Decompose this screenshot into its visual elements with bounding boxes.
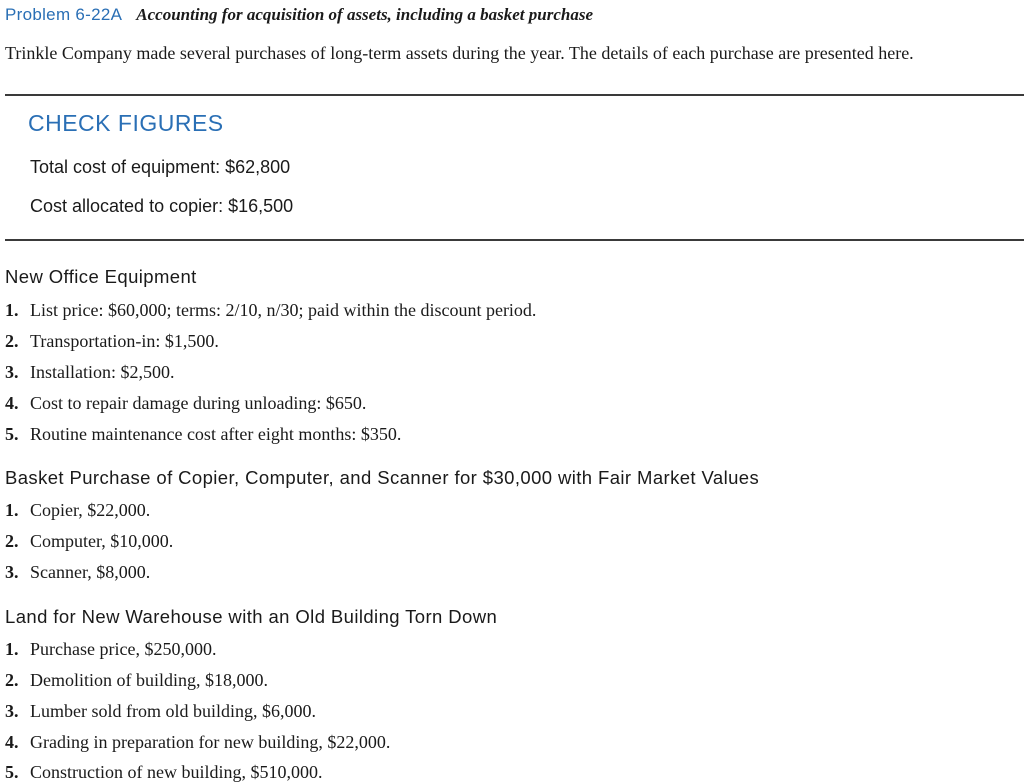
section-heading-basket-purchase: Basket Purchase of Copier, Computer, and Scanner for $30,000 with Fair Market Values: [5, 467, 760, 488]
item-number: 3.: [5, 562, 19, 582]
item-text: Lumber sold from old building, $6,000.: [30, 701, 316, 721]
item-text: List price: $60,000; terms: 2/10, n/30; paid within the discount period.: [30, 300, 537, 320]
list-item: [5, 362, 174, 383]
list-item: [5, 701, 316, 722]
divider-top: [5, 94, 1024, 96]
item-number: 2.: [5, 331, 19, 351]
check-figures-heading: CHECK FIGURES: [28, 110, 224, 136]
problem-title: Accounting for acquisition of assets, including a basket purchase: [136, 5, 593, 24]
item-number: 5.: [5, 762, 19, 782]
list-item: [5, 639, 216, 660]
item-text: Routine maintenance cost after eight months: $350.: [30, 424, 402, 444]
divider-bottom: [5, 239, 1024, 241]
item-text: Cost to repair damage during unloading: $650.: [30, 393, 367, 413]
item-text: Transportation-in: $1,500.: [30, 331, 219, 351]
problem-header: [5, 5, 593, 25]
item-number: 2.: [5, 531, 19, 551]
list-item: [5, 732, 390, 753]
item-number: 4.: [5, 393, 19, 413]
problem-number: Problem 6-22A: [5, 5, 123, 24]
item-text: Installation: $2,500.: [30, 362, 175, 382]
list-item: [5, 531, 173, 552]
item-number: 1.: [5, 639, 19, 659]
item-text: Purchase price, $250,000.: [30, 639, 217, 659]
item-number: 1.: [5, 300, 19, 320]
list-item: [5, 331, 219, 352]
item-text: Computer, $10,000.: [30, 531, 174, 551]
list-item: [5, 424, 401, 445]
item-text: Copier, $22,000.: [30, 500, 151, 520]
intro-paragraph: Trinkle Company made several purchases of long-term assets during the year. The details of each purchase are presented here.: [5, 43, 914, 63]
check-figure-line: Total cost of equipment: $62,800: [30, 157, 291, 177]
list-item: [5, 762, 322, 783]
list-item: [5, 393, 366, 414]
check-figure-line: Cost allocated to copier: $16,500: [30, 196, 294, 216]
item-text: Scanner, $8,000.: [30, 562, 151, 582]
item-text: Construction of new building, $510,000.: [30, 762, 323, 782]
item-text: Demolition of building, $18,000.: [30, 670, 268, 690]
item-text: Grading in preparation for new building, $22,000.: [30, 732, 391, 752]
item-number: 3.: [5, 701, 19, 721]
list-item: [5, 562, 150, 583]
item-number: 3.: [5, 362, 19, 382]
list-item: [5, 500, 150, 521]
item-number: 4.: [5, 732, 19, 752]
list-item: [5, 670, 268, 691]
item-number: 1.: [5, 500, 19, 520]
item-number: 2.: [5, 670, 19, 690]
section-heading-office-equipment: New Office Equipment: [5, 266, 197, 287]
section-heading-land-warehouse: Land for New Warehouse with an Old Building Torn Down: [5, 606, 498, 627]
item-number: 5.: [5, 424, 19, 444]
list-item: [5, 300, 536, 321]
